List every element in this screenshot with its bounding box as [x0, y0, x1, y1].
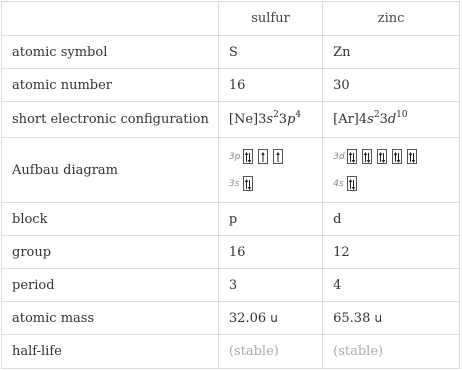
header-sulfur: sulfur — [218, 2, 322, 36]
orbital-box — [377, 149, 387, 164]
row-atomic-symbol — [2, 36, 460, 69]
spin-down-arrow-icon — [352, 180, 356, 190]
electron-arrows-icon — [363, 150, 371, 163]
orbital-row-3d — [333, 147, 459, 167]
sulfur-atomic-number: 16 — [218, 69, 322, 102]
header-zinc: zinc — [323, 2, 460, 36]
row-atomic-mass — [2, 302, 460, 335]
zinc-electron-config: $[Ar]4s^23d^{10}$ — [323, 102, 460, 138]
zinc-half-life: (stable) — [323, 335, 460, 369]
sulfur-electron-config: $[Ne]3s^23p^4$ — [218, 102, 322, 138]
orbital-box — [362, 149, 372, 164]
sulfur-atomic-mass-unit: u — [270, 310, 278, 325]
orbital-box — [407, 149, 417, 164]
zinc-atomic-mass-unit: u — [374, 310, 383, 325]
spin-up-arrow-icon — [409, 152, 413, 162]
zinc-atomic-number: 30 — [323, 69, 460, 102]
spin-up-arrow-icon — [245, 152, 249, 162]
zinc-atomic-mass — [323, 302, 460, 335]
orbital-box — [243, 149, 253, 164]
orbital-box — [347, 149, 357, 164]
spin-up-arrow-icon — [245, 179, 249, 189]
sulfur-half-life: (stable) — [218, 335, 322, 369]
sulfur-atomic-mass-value: 32.06 — [228, 310, 267, 326]
electron-arrows-icon — [259, 150, 267, 163]
label-aufbau-diagram: Aufbau diagram — [2, 138, 219, 203]
orbital-box — [258, 149, 268, 164]
row-block — [2, 203, 460, 236]
spin-up-arrow-icon — [394, 152, 398, 162]
spin-up-arrow-icon — [379, 152, 383, 162]
zinc-period: 4 — [323, 269, 460, 302]
label-atomic-mass: atomic mass — [2, 302, 219, 335]
electron-arrows-icon — [244, 150, 252, 163]
orbital-label: 3d — [333, 151, 345, 162]
electron-arrows-icon — [378, 150, 386, 163]
spin-up-arrow-icon — [349, 179, 353, 189]
electron-arrows-icon — [348, 150, 356, 163]
label-atomic-number: atomic number — [2, 69, 219, 102]
zinc-block: d — [323, 203, 460, 236]
spin-up-arrow-icon — [349, 152, 353, 162]
label-period: period — [2, 269, 219, 302]
label-electron-config: short electronic configuration — [2, 102, 219, 138]
spin-down-arrow-icon — [248, 180, 252, 190]
row-atomic-number — [2, 69, 460, 102]
spin-down-arrow-icon — [397, 153, 401, 163]
orbital-row-4s — [333, 174, 459, 194]
orbital-label: 3s — [228, 178, 240, 189]
spin-up-arrow-icon — [276, 152, 280, 162]
spin-down-arrow-icon — [352, 153, 356, 163]
sulfur-group: 16 — [218, 236, 322, 269]
orbital-row-3s — [229, 174, 322, 194]
electron-arrows-icon — [244, 177, 252, 190]
label-block: block — [2, 203, 219, 236]
spin-down-arrow-icon — [248, 153, 252, 163]
header-row — [2, 2, 460, 36]
row-aufbau-diagram — [2, 138, 460, 203]
spin-up-arrow-icon — [364, 152, 368, 162]
spin-down-arrow-icon — [412, 153, 416, 163]
electron-arrows-icon — [274, 150, 282, 163]
orbital-label: 4s — [333, 178, 344, 189]
zinc-atomic-mass-value: 65.38 — [333, 310, 371, 326]
sulfur-atomic-symbol: S — [218, 36, 322, 69]
zinc-aufbau-diagram — [323, 138, 460, 203]
electron-arrows-icon — [348, 177, 356, 190]
row-half-life — [2, 335, 460, 369]
orbital-box — [243, 176, 253, 191]
orbital-box — [392, 149, 402, 164]
spin-down-arrow-icon — [382, 153, 386, 163]
row-group — [2, 236, 460, 269]
label-atomic-symbol: atomic symbol — [2, 36, 219, 69]
sulfur-aufbau-diagram — [218, 138, 322, 203]
sulfur-period: 3 — [218, 269, 322, 302]
label-group: group — [2, 236, 219, 269]
sulfur-block: p — [218, 203, 322, 236]
orbital-box — [273, 149, 283, 164]
row-electron-config — [2, 102, 460, 138]
row-period — [2, 269, 460, 302]
orbital-box — [347, 176, 357, 191]
electron-arrows-icon — [408, 150, 416, 163]
header-corner — [2, 2, 219, 36]
zinc-atomic-symbol: Zn — [323, 36, 460, 69]
electron-arrows-icon — [393, 150, 401, 163]
orbital-row-3p — [229, 147, 322, 167]
zinc-group: 12 — [323, 236, 460, 269]
spin-down-arrow-icon — [367, 153, 371, 163]
element-comparison-table — [1, 1, 460, 369]
label-half-life: half-life — [2, 335, 219, 369]
spin-up-arrow-icon — [261, 152, 265, 162]
sulfur-atomic-mass — [218, 302, 322, 335]
orbital-label: 3p — [228, 151, 241, 162]
